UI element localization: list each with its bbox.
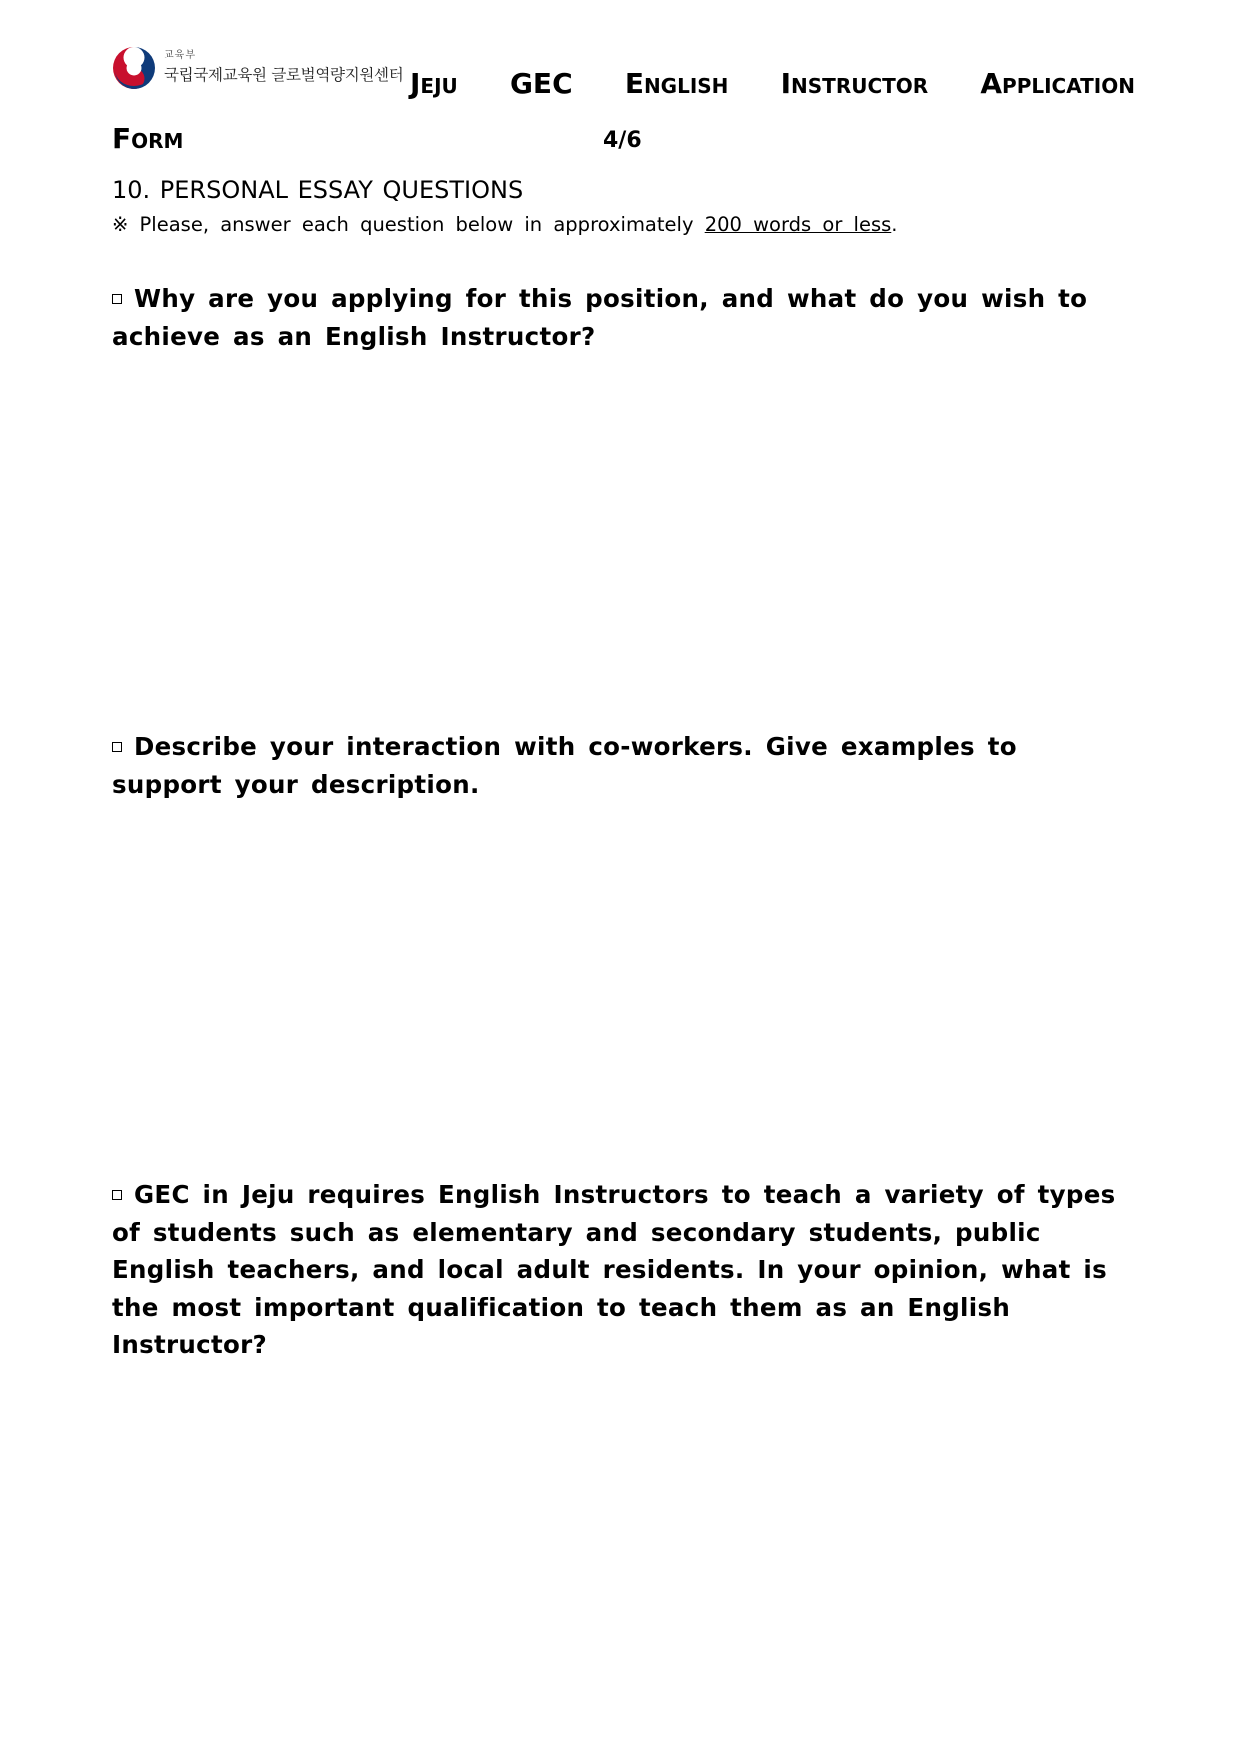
- title-word: Jeju: [410, 67, 458, 100]
- answer-area-1[interactable]: [112, 365, 1132, 705]
- question-text: GEC in Jeju requires English Instructors to teach a variety of types of students such as elementary and secondary students, public English teachers, and local adult residents. In your opinion, what is the most important qualification to teach them as an English Instructor?: [112, 1180, 1116, 1359]
- form-title: [410, 67, 1135, 101]
- title-word: Instructor: [780, 67, 929, 100]
- title-word: Application: [980, 67, 1135, 100]
- answer-area-3[interactable]: [112, 1372, 1132, 1712]
- institute-name: 국립국제교육원 글로벌역량지원센터: [164, 66, 404, 84]
- essay-question-3: [112, 1176, 1132, 1364]
- title-word: GEC: [509, 67, 573, 100]
- institute-logo: [112, 46, 402, 94]
- taegeuk-emblem-icon: [112, 46, 156, 90]
- form-title-continued: Form: [112, 122, 184, 155]
- question-text: Describe your interaction with co-workers. Give examples to support your description.: [112, 732, 1017, 799]
- checkbox-square-icon: [112, 1190, 122, 1200]
- answer-area-2[interactable]: [112, 812, 1132, 1152]
- checkbox-square-icon: [112, 294, 122, 304]
- page-number: 4/6: [603, 128, 642, 153]
- note-prefix: ※ Please, answer each question below in approximately: [112, 213, 705, 236]
- word-limit: 200 words or less: [704, 213, 892, 236]
- question-text: Why are you applying for this position, and what do you wish to achieve as an English Instructor?: [112, 284, 1088, 351]
- section-title: 10. PERSONAL ESSAY QUESTIONS: [112, 176, 524, 204]
- essay-question-2: [112, 728, 1132, 803]
- essay-question-1: [112, 280, 1132, 355]
- title-word: English: [624, 67, 729, 100]
- ministry-name: 교육부: [164, 50, 196, 61]
- note-suffix: .: [891, 213, 898, 236]
- checkbox-square-icon: [112, 742, 122, 752]
- instruction-note: [112, 212, 897, 238]
